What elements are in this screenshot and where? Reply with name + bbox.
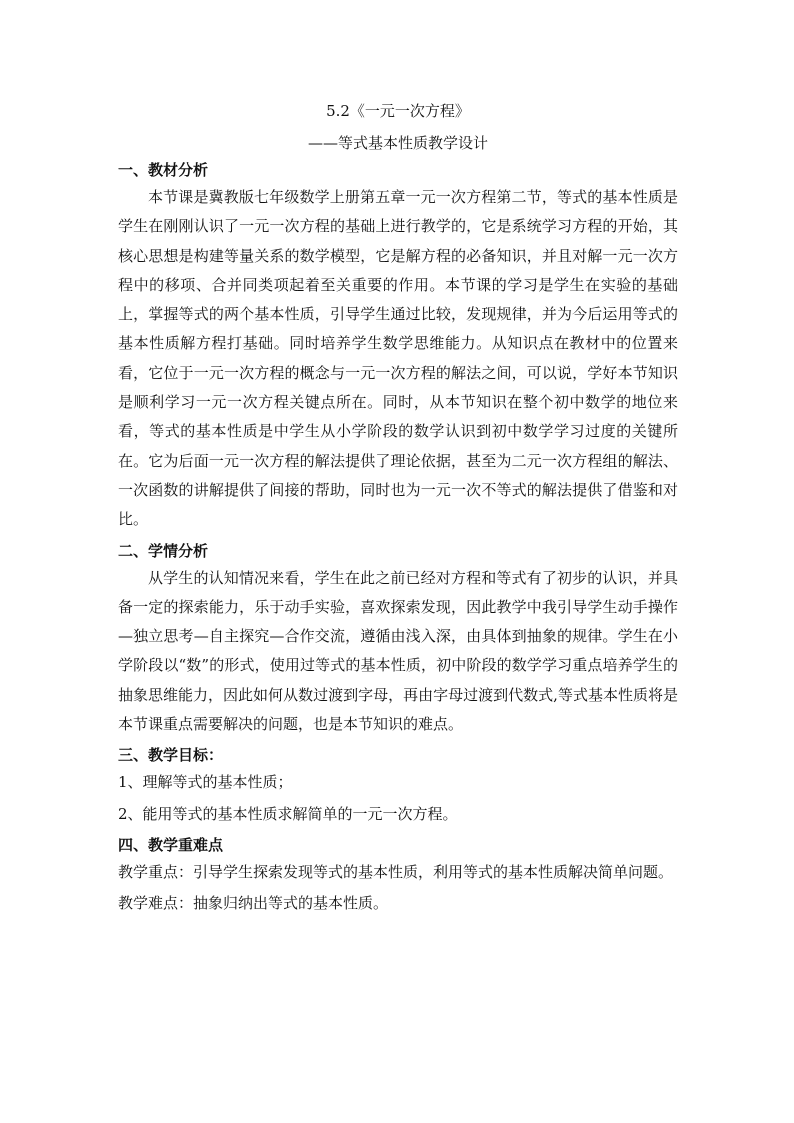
section-heading-student-analysis: 二、学情分析 [118,541,209,560]
key-point-text: 教学重点：引导学生探索发现等式的基本性质，利用等式的基本性质解决简单问题。 [118,862,674,881]
paragraph-textbook-analysis: 本节课是冀教版七年级数学上册第五章一元一次方程第二节，等式的基本性质是学生在刚刚认识了一元一次方程的基础上进行教学的，它是系统学习方程的开始，其核心思想是构建等量关系的数学模型，它是解方程的必备知识，并且对解一元一次方程中的移项、合并同类项起着至关重要的作用。本节课的学习是学生在实验的基础上，掌握等式的两个基本性质，引导学生通过比较，发现规律，并为今后运用等式的基本性质解方程打基础。同时培养学生数学思维能力。从知识点在教材中的位置来看，它位于一元一次方程的概念与一元一次方程的解法之间，可以说，学好本节知识是顺利学习一元一次方程关键点所在。同时，从本节知识在整个初中数学的地位来看，等式的基本性质是中学生从小学阶段的数学认识到初中数学学习过度的关键所在。它为后面一元一次方程的解法提供了理论依据，甚至为二元一次方程组的解法、一次函数的讲解提供了间接的帮助，同时也为一元一次不等式的解法提供了借鉴和对比。 [118,188,678,529]
goal-item-2: 2、能用等式的基本性质求解简单的一元一次方程。 [118,804,458,823]
difficult-point-text: 教学难点：抽象归纳出等式的基本性质。 [118,894,389,913]
document-subtitle: ——等式基本性质教学设计 [307,134,488,152]
paragraph-student-analysis: 从学生的认知情况来看，学生在此之前已经对方程和等式有了初步的认识，并具备一定的探索能力，乐于动手实验，喜欢探索发现，因此教学中我引导学生动手操作—独立思考—自主探究—合作交流，遵循由浅入深，由具体到抽象的规律。学生在小学阶段以“数”的形式，使用过等式的基本性质，初中阶段的数学学习重点培养学生的抽象思维能力，因此如何从数过渡到字母，再由字母过渡到代数式,等式基本性质将是本节课重点需要解决的问题，也是本节知识的难点。 [118,568,678,734]
section-heading-key-difficult-points: 四、教学重难点 [118,835,224,854]
document-title: 5.2《一元一次方程》 [326,102,470,120]
document-page [118,100,678,919]
section-heading-textbook-analysis: 一、教材分析 [118,161,209,179]
goal-item-1: 1、理解等式的基本性质； [118,773,293,792]
section-heading-teaching-goals: 三、教学目标： [118,746,224,765]
